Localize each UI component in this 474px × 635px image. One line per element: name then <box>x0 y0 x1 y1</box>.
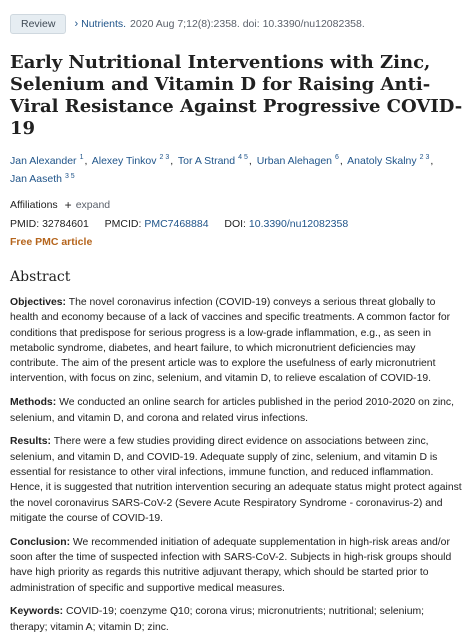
identifiers-row <box>10 218 464 230</box>
abstract-conclusion: Conclusion: We recommended initiation of adequate supplementation in high-risk areas and/or soon after the time of suspected infection with SARS-CoV-2. Subjects in high-risk groups should have high priority as regards this nutritive adjuvant therapy, which should be started prior to administration of specific and supportive medical measures. <box>10 536 452 594</box>
author-list: Jan Alexander $^1$, Alexey Tinkov $^{2 3}$, Tor A Strand $^{4 5}$, Urban Alehagen $^6$, Anatoly Skalny $^{2 3}$, Jan Aaseth $^{3 5}$ <box>10 154 434 185</box>
article-type-badge: Review <box>10 14 66 34</box>
keywords: Keywords: COVID-19; coenzyme Q10; corona virus; micronutrients; nutritional; selenium; therapy; vitamin A; vitamin D; zinc. <box>10 606 425 633</box>
author-link[interactable]: Jan Alexander $^1$ <box>10 154 84 167</box>
author-link[interactable]: Jan Aaseth $^{3 5}$ <box>10 172 75 185</box>
author-link[interactable]: Anatoly Skalny $^{2 3}$ <box>347 154 430 167</box>
doi-label: DOI: <box>224 218 246 230</box>
pmid-value: 32784601 <box>42 218 89 230</box>
author-link[interactable]: Urban Alehagen $^6$ <box>256 154 339 167</box>
journal-link[interactable]: Nutrients. <box>81 18 127 30</box>
pmcid-link[interactable]: PMC7468884 <box>144 218 209 230</box>
abstract-heading: Abstract <box>10 269 71 285</box>
author-link[interactable]: Tor A Strand $^{4 5}$ <box>177 154 248 167</box>
doi-link[interactable]: 10.3390/nu12082358 <box>248 218 349 230</box>
pmcid-label: PMCID: <box>104 218 142 230</box>
affiliations-toggle[interactable] <box>10 198 464 212</box>
plus-icon: + <box>64 198 72 212</box>
abstract-methods: Methods: We conducted an online search for articles published in the period 2010-2020 on zinc, selenium, and vitamin D, and corona and related virus infections. <box>10 397 454 424</box>
free-pmc-article-label: Free PMC article <box>10 236 93 248</box>
pmid-label: PMID: <box>10 218 40 230</box>
article-title: Early Nutritional Interventions with Zinc, Selenium and Vitamin D for Raising Anti-Viral Resistance Against Progressive COVID-19 <box>10 52 463 139</box>
chevron-right-icon: › <box>74 18 79 30</box>
citation-row <box>10 12 464 36</box>
affiliations-label: Affiliations <box>10 199 58 211</box>
citation-details: 2020 Aug 7;12(8):2358. doi: 10.3390/nu12082358. <box>130 18 365 30</box>
article-page <box>0 12 474 633</box>
abstract-objectives: Objectives: The novel coronavirus infection (COVID-19) conveys a serious threat globally to health and economy because of a lack of vaccines and specific treatments. A common factor for conditions that predispose for serious progress is a low-grade inflammation, e.g., as seen in metabolic syndrome, diabetes, and heart failure, to which micronutrient deficiencies may contribute. The aim of the present article was to explore the usefulness of early micronutrient intervention, with focus on zinc, selenium, and vitamin D, to relieve escalation of COVID-19. <box>10 297 451 385</box>
abstract-results: Results: There were a few studies providing direct evidence on associations between zinc, selenium, and vitamin D, and COVID-19. Adequate supply of zinc, selenium, and vitamin D is essential for resistance to other viral infections, immune function, and reduced inflammation. Hence, it is suggested that nutrition intervention securing an adequate status might protect against the novel coronavirus SARS-CoV-2 (Severe Acute Respiratory Syndrome - coronavirus-2) and mitigate the course of COVID-19. <box>10 436 462 524</box>
author-link[interactable]: Alexey Tinkov $^{2 3}$ <box>91 154 170 167</box>
expand-label: expand <box>75 199 111 211</box>
